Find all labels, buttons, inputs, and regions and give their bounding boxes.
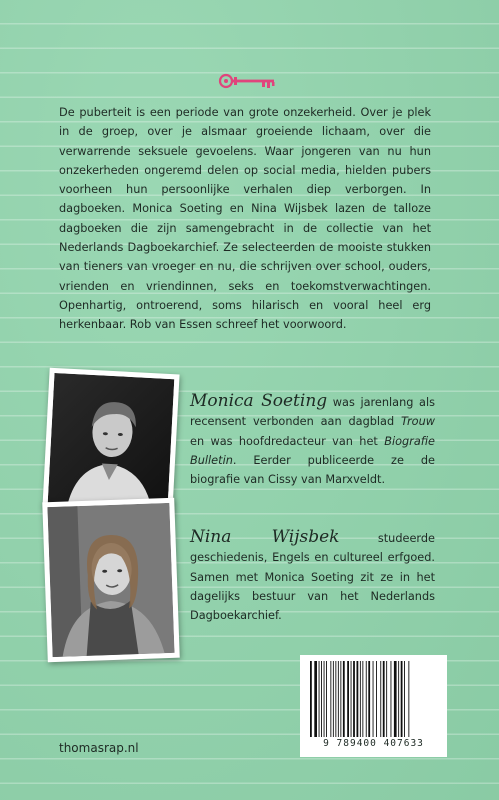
- barcode-bar: [380, 661, 381, 737]
- blurb-text: De puberteit is een periode van grote onzekerheid. Over je plek in de groep, over je alsmaar groeiende lichaam, over die verwarrende seksuele gevoelens. Waar jongeren van nu hun onzekerheden ongeremd delen op social media, hielden pubers voorheen hun persoonlijke verhalen diep verborgen. In dagboeken. Monica Soeting en Nina Wijsbek lazen de talloze dagboeken die zijn samengebracht in de collectie van het Nederlands Dagboekarchief. Ze selecteerden de mooiste stukken van tieners van vroeger en nu, die schrijven over school, ouders, vrienden en vriendinnen, seks en toekomstverwachtingen. Openhartig, ontroerend, soms hilarisch en vooral heel erg herkenbaar. Rob van Essen schreef het voorwoord.: [59, 106, 431, 332]
- barcode-bar: [326, 661, 327, 737]
- barcode-bar: [394, 661, 397, 737]
- barcode-bar: [319, 661, 320, 737]
- barcode-bar: [353, 661, 355, 737]
- barcode-bar: [321, 661, 322, 737]
- barcode-bar: [368, 661, 370, 737]
- author-bio-nina: Nina Wijsbek studeerde geschiedenis, Engels en cultureel erfgoed. Samen met Monica Soeting zit ze in het dagelijks bestuur van het Nederlands Dagboekarchief.: [190, 527, 435, 623]
- author-bio-monica: Monica Soeting was jarenlang als recensent verbonden aan dagblad Trouw en was hoofdredacteur van het Biografie Bulletin. Eerder publiceerde ze de biografie van Cissy van Marxveldt.: [190, 391, 435, 487]
- barcode-bar: [330, 661, 331, 737]
- barcode-bar: [310, 661, 312, 737]
- barcode-bar: [333, 661, 334, 737]
- barcode-bar: [373, 661, 374, 737]
- author-name-nina: Nina Wijsbek: [190, 527, 340, 547]
- barcode-bar: [362, 661, 363, 737]
- barcode-bar: [401, 661, 403, 737]
- barcode-bar: [347, 661, 349, 737]
- barcode-bar: [335, 661, 336, 737]
- key-icon: [218, 72, 280, 90]
- barcode-bar: [324, 661, 325, 737]
- barcode-bar: [338, 661, 339, 737]
- barcode-bar: [351, 661, 352, 737]
- barcode-bar: [343, 661, 345, 737]
- author-photo-nina: [42, 498, 180, 663]
- barcode-bar: [386, 661, 387, 737]
- barcode: [300, 655, 447, 757]
- author-photo-monica: [42, 368, 179, 515]
- barcode-bar: [357, 661, 359, 737]
- isbn-number: 9 789400 407633: [323, 738, 424, 749]
- barcode-bar: [404, 661, 405, 737]
- barcode-bar: [376, 661, 377, 737]
- barcode-bar: [408, 661, 409, 737]
- barcode-bar: [314, 661, 317, 737]
- publisher-url[interactable]: thomasrap.nl: [59, 741, 139, 755]
- barcode-bar: [340, 661, 341, 737]
- barcode-bar: [391, 661, 392, 737]
- barcode-bar: [383, 661, 385, 737]
- barcode-bar: [366, 661, 367, 737]
- barcode-bar: [360, 661, 361, 737]
- barcode-bars: [308, 661, 439, 737]
- barcode-bar: [398, 661, 399, 737]
- author-name-monica: Monica Soeting: [190, 391, 328, 411]
